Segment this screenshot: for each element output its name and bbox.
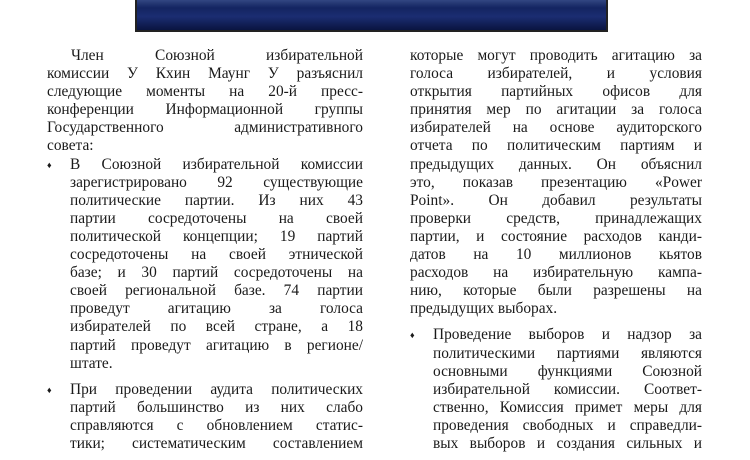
cont-line: предыдущих выборах. bbox=[410, 300, 558, 318]
cont-line: избирателей на основе аудиторского bbox=[410, 119, 702, 137]
bullet-line: Проведение выборов и надзор за bbox=[433, 326, 702, 344]
bullet-line: При проведении аудита политических bbox=[70, 380, 363, 398]
bullet-line: зарегистрировано 92 существующие bbox=[70, 173, 363, 191]
bullet-line: проведения свободных и справедли- bbox=[433, 416, 702, 434]
intro-line: следующие моменты на 20-й пресс- bbox=[47, 83, 363, 101]
diamond-bullet-icon: ♦ bbox=[47, 159, 52, 170]
bullet-line: избирателей по всей стране, а 18 bbox=[70, 318, 363, 336]
cont-line: открытия партийных офисов для bbox=[410, 83, 702, 101]
bullet-line: справляются с обновлением статис- bbox=[70, 416, 363, 434]
bullet-line: своей региональной базе. 74 партии bbox=[70, 282, 363, 300]
cont-line: голоса избирателей, и условия bbox=[410, 65, 702, 83]
intro-line: конференции Информационной группы bbox=[47, 101, 363, 119]
paragraph-gap bbox=[410, 318, 702, 326]
paragraph-gap bbox=[47, 373, 363, 381]
cont-line: которые могут проводить агитацию за bbox=[410, 47, 702, 64]
bullet-item-commission bbox=[410, 326, 702, 453]
bullet-line: политические партии. Из них 43 bbox=[70, 191, 363, 209]
cont-line: нию, которые были разрешены на bbox=[410, 282, 702, 300]
cont-line: расходов на избирательную кампа- bbox=[410, 264, 702, 282]
cont-line: предыдущих данных. Он объяснил bbox=[410, 155, 702, 173]
bullet-line: партий большинство из них слабо bbox=[70, 398, 363, 416]
cont-line: это, показав презентацию «Power bbox=[410, 173, 702, 191]
news-photo bbox=[135, 0, 608, 32]
right-column bbox=[410, 47, 702, 453]
cont-line: партии, и состояние расходов канди- bbox=[410, 227, 702, 245]
bullet-line: ственно, Комиссия примет меры для bbox=[433, 398, 702, 416]
bullet-line: проведут агитацию за голоса bbox=[70, 300, 363, 318]
cont-line: датов на 10 миллионов кьятов bbox=[410, 246, 702, 264]
bullet-line: основными функциями Союзной bbox=[433, 362, 702, 380]
bullet-item-audit bbox=[47, 381, 363, 453]
bullet-line: партий проведут агитацию в регионе/ bbox=[70, 336, 363, 354]
bullet-line: тики; систематическим составлением bbox=[70, 434, 363, 452]
continued-paragraph bbox=[410, 47, 702, 318]
diamond-bullet-icon: ♦ bbox=[410, 330, 415, 341]
bullet-line: политической концепции; 19 партий bbox=[70, 227, 363, 245]
intro-line: совета: bbox=[47, 137, 94, 155]
bullet-line: В Союзной избирательной комиссии bbox=[70, 155, 363, 173]
bullet-line: сосредоточены на своей этнической bbox=[70, 246, 363, 264]
cont-line: Point». Он добавил результаты bbox=[410, 191, 702, 209]
left-column bbox=[47, 47, 363, 453]
cont-line: проверки средств, принадлежащих bbox=[410, 209, 702, 227]
cont-line: отчета по политическим партиям и bbox=[410, 137, 702, 155]
bullet-item-parties bbox=[47, 156, 363, 373]
bullet-line: избирательной комиссии. Соответ- bbox=[433, 380, 702, 398]
diamond-bullet-icon: ♦ bbox=[47, 384, 52, 395]
bullet-line: базе; и 30 партий сосредоточены на bbox=[70, 264, 363, 282]
bullet-line: штате. bbox=[70, 354, 113, 372]
intro-paragraph bbox=[47, 47, 363, 156]
bullet-line: вых выборов и создания сильных и bbox=[433, 434, 702, 452]
bullet-line: партии сосредоточены на своей bbox=[70, 209, 363, 227]
intro-line: Государственного административного bbox=[47, 119, 363, 137]
intro-line: Член Союзной избирательной bbox=[71, 47, 363, 64]
cont-line: принятия мер по агитации за голоса bbox=[410, 101, 702, 119]
bullet-line: политическими партиями являются bbox=[433, 344, 702, 362]
intro-line: комиссии У Кхин Маунг У разъяснил bbox=[47, 65, 363, 83]
